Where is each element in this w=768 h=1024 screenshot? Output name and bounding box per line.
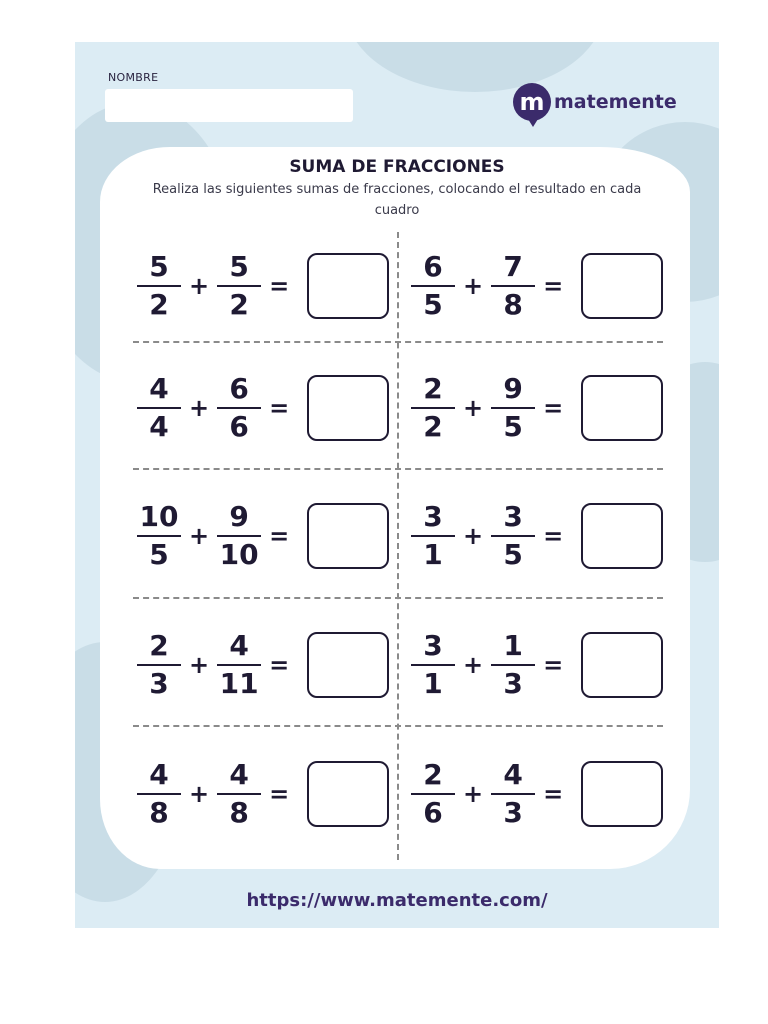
numerator: 4 <box>503 758 523 791</box>
fraction-bar <box>411 407 455 409</box>
row-divider <box>133 725 663 727</box>
equals-sign: = <box>269 272 290 300</box>
fraction-bar <box>411 535 455 537</box>
fraction-bar <box>411 285 455 287</box>
plus-sign: + <box>189 272 210 300</box>
answer-box[interactable] <box>581 632 663 698</box>
fraction <box>491 500 535 572</box>
row-divider <box>133 597 663 599</box>
equals-sign: = <box>269 522 290 550</box>
answer-box[interactable] <box>307 632 389 698</box>
answer-box[interactable] <box>581 375 663 441</box>
answer-box[interactable] <box>307 375 389 441</box>
fraction <box>491 758 535 830</box>
fraction-problem <box>411 629 663 701</box>
equals-sign: = <box>543 651 564 679</box>
fraction-bar <box>217 407 261 409</box>
numerator: 2 <box>423 372 443 405</box>
denominator: 11 <box>219 667 259 700</box>
numerator: 6 <box>423 250 443 283</box>
fraction-bar <box>137 664 181 666</box>
fraction-problem <box>137 372 389 444</box>
denominator: 8 <box>503 288 523 321</box>
fraction <box>411 250 455 322</box>
logo-icon: m <box>513 83 551 121</box>
denominator: 2 <box>423 410 443 443</box>
denominator: 6 <box>423 796 443 829</box>
denominator: 5 <box>503 538 523 571</box>
fraction-problem <box>137 250 389 322</box>
equals-sign: = <box>543 522 564 550</box>
plus-sign: + <box>189 394 210 422</box>
numerator: 5 <box>149 250 169 283</box>
denominator: 8 <box>149 796 169 829</box>
numerator: 6 <box>229 372 249 405</box>
plus-sign: + <box>463 522 484 550</box>
fraction-bar <box>137 407 181 409</box>
plus-sign: + <box>463 394 484 422</box>
fraction-problem <box>411 758 663 830</box>
fraction <box>217 758 261 830</box>
numerator: 1 <box>503 629 523 662</box>
plus-sign: + <box>189 522 210 550</box>
row-divider <box>133 468 663 470</box>
answer-box[interactable] <box>581 761 663 827</box>
fraction-bar <box>491 793 535 795</box>
denominator: 1 <box>423 538 443 571</box>
brand-logo <box>513 82 677 122</box>
denominator: 5 <box>423 288 443 321</box>
fraction <box>491 250 535 322</box>
fraction-problem <box>411 250 663 322</box>
fraction <box>411 372 455 444</box>
plus-sign: + <box>189 651 210 679</box>
answer-box[interactable] <box>307 761 389 827</box>
fraction-bar <box>217 664 261 666</box>
answer-box[interactable] <box>581 503 663 569</box>
answer-box[interactable] <box>307 503 389 569</box>
fraction-bar <box>137 285 181 287</box>
fraction <box>137 629 181 701</box>
fraction <box>137 500 181 572</box>
plus-sign: + <box>463 651 484 679</box>
fraction-problem <box>411 500 663 572</box>
fraction-bar <box>411 793 455 795</box>
equals-sign: = <box>543 780 564 808</box>
numerator: 4 <box>229 629 249 662</box>
fraction-bar <box>217 535 261 537</box>
fraction-bar <box>217 793 261 795</box>
fraction-bar <box>491 535 535 537</box>
name-field[interactable] <box>105 89 353 122</box>
numerator: 2 <box>423 758 443 791</box>
fraction-bar <box>137 535 181 537</box>
fraction <box>411 629 455 701</box>
fraction-bar <box>137 793 181 795</box>
footer-url: https://www.matemente.com/ <box>246 890 548 911</box>
instructions: Realiza las siguientes sumas de fracciones, colocando el resultado en cada cuadro <box>152 182 642 218</box>
fraction <box>137 250 181 322</box>
fraction <box>217 250 261 322</box>
fraction <box>137 758 181 830</box>
answer-box[interactable] <box>307 253 389 319</box>
answer-box[interactable] <box>581 253 663 319</box>
denominator: 1 <box>423 667 443 700</box>
fraction-problem <box>137 758 389 830</box>
denominator: 5 <box>503 410 523 443</box>
numerator: 4 <box>229 758 249 791</box>
denominator: 5 <box>149 538 169 571</box>
plus-sign: + <box>463 272 484 300</box>
fraction <box>411 758 455 830</box>
denominator: 3 <box>503 667 523 700</box>
fraction-bar <box>411 664 455 666</box>
denominator: 2 <box>149 288 169 321</box>
plus-sign: + <box>463 780 484 808</box>
fraction-problem <box>137 629 389 701</box>
fraction <box>137 372 181 444</box>
equals-sign: = <box>269 780 290 808</box>
fraction <box>491 629 535 701</box>
equals-sign: = <box>543 394 564 422</box>
numerator: 5 <box>229 250 249 283</box>
numerator: 9 <box>229 500 249 533</box>
plus-sign: + <box>189 780 210 808</box>
denominator: 3 <box>149 667 169 700</box>
numerator: 4 <box>149 372 169 405</box>
numerator: 10 <box>139 500 179 533</box>
fraction-bar <box>491 285 535 287</box>
fraction-problem <box>411 372 663 444</box>
fraction <box>491 372 535 444</box>
equals-sign: = <box>543 272 564 300</box>
denominator: 6 <box>229 410 249 443</box>
logo-text: matemente <box>554 91 677 113</box>
fraction <box>217 629 261 701</box>
name-label: NOMBRE <box>108 71 159 84</box>
column-divider <box>397 232 399 860</box>
fraction <box>217 500 261 572</box>
denominator: 3 <box>503 796 523 829</box>
numerator: 9 <box>503 372 523 405</box>
numerator: 3 <box>423 629 443 662</box>
page-title: SUMA DE FRACCIONES <box>289 157 505 177</box>
denominator: 8 <box>229 796 249 829</box>
numerator: 3 <box>503 500 523 533</box>
fraction-bar <box>491 664 535 666</box>
fraction-bar <box>217 285 261 287</box>
worksheet <box>75 42 719 928</box>
equals-sign: = <box>269 651 290 679</box>
fraction-bar <box>491 407 535 409</box>
numerator: 7 <box>503 250 523 283</box>
row-divider <box>133 341 663 343</box>
denominator: 10 <box>219 538 259 571</box>
denominator: 2 <box>229 288 249 321</box>
fraction <box>411 500 455 572</box>
numerator: 3 <box>423 500 443 533</box>
denominator: 4 <box>149 410 169 443</box>
fraction <box>217 372 261 444</box>
fraction-problem <box>137 500 389 572</box>
equals-sign: = <box>269 394 290 422</box>
numerator: 2 <box>149 629 169 662</box>
numerator: 4 <box>149 758 169 791</box>
